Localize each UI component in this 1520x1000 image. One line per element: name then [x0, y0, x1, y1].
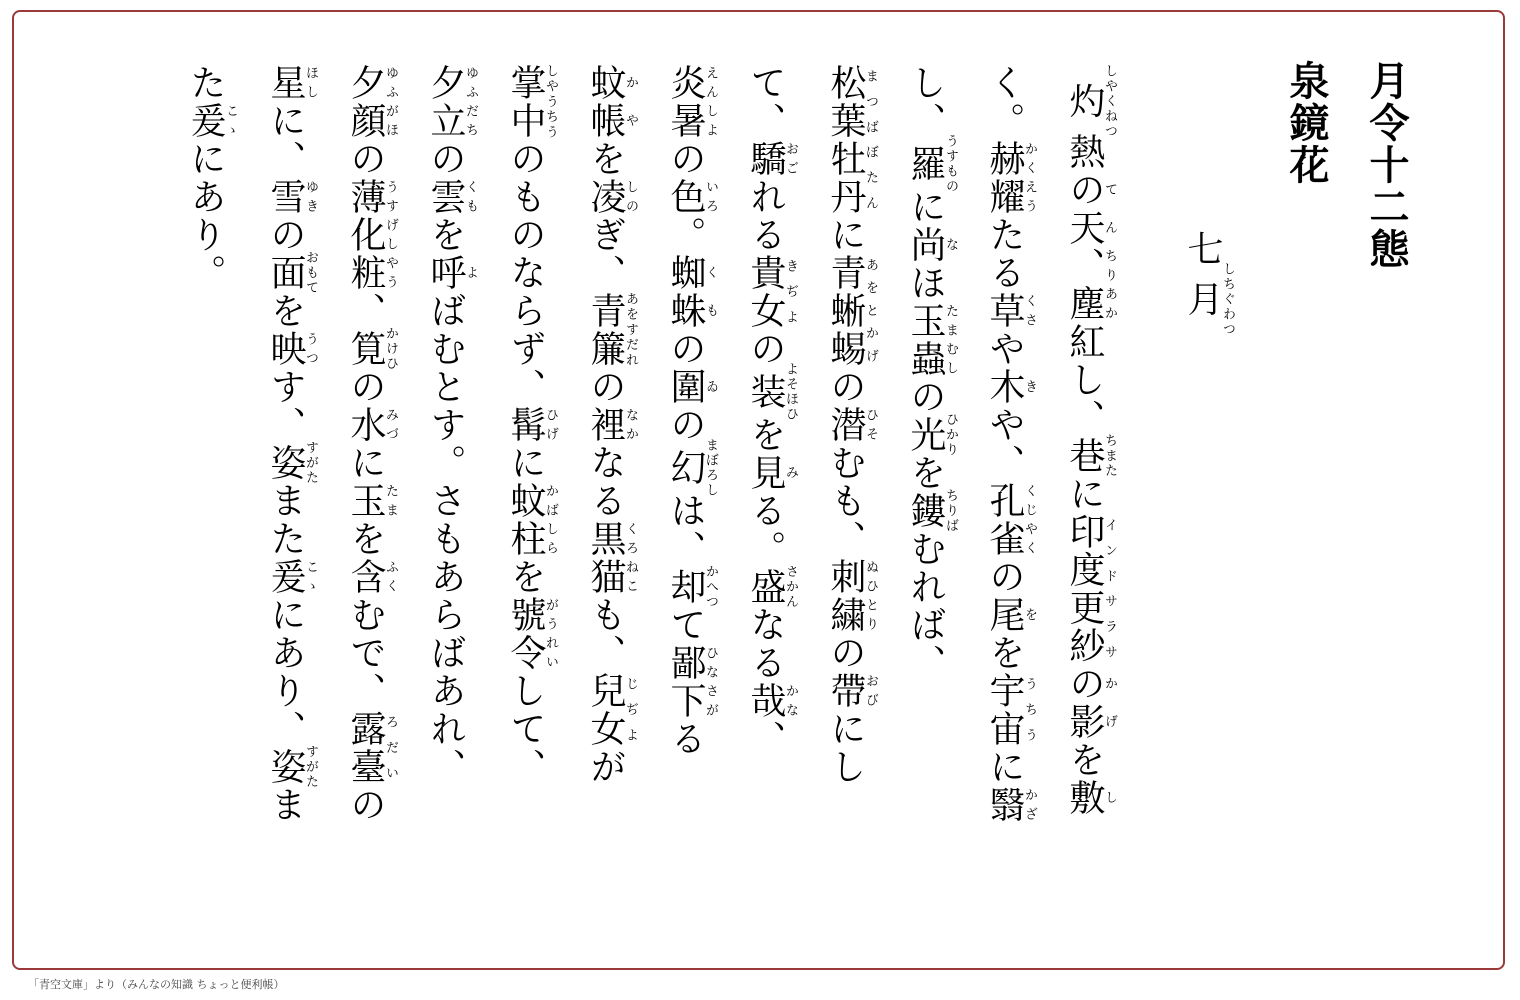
ruby-reading: かばしら — [543, 482, 558, 558]
ruby-word: 驕おご — [745, 140, 798, 178]
ruby-word: 青蜥蜴あをとかげ — [825, 254, 878, 368]
ruby-word: 露臺ろだい — [345, 710, 398, 786]
ruby-word: 炎暑えんしよ — [665, 64, 718, 140]
ruby-word: 圍ゐ — [665, 368, 718, 406]
ruby-word: 印度更紗インドサラサ — [1064, 513, 1117, 665]
ruby-word: 夕顔ゆふがほ — [345, 64, 398, 140]
ruby-word: 貴女きぢよ — [745, 254, 798, 330]
ruby-word: 星ほし — [265, 64, 318, 102]
ruby-reading: すがた — [303, 440, 318, 486]
ruby-word: 含ふく — [345, 558, 398, 596]
ruby-word: 髯ひげ — [505, 406, 558, 444]
ruby-reading: ひなさが — [703, 644, 718, 720]
author-name: 泉鏡花 — [1283, 60, 1330, 186]
ruby-reading: さかん — [783, 564, 798, 610]
work-title: 月令十二態 — [1363, 60, 1410, 270]
ruby-reading: かげ — [1102, 665, 1117, 741]
text-line: 夕顔ゆふがほの薄化粧うすげしやう、筧かけひの水みづに玉たまを含ふくむで、露臺ろだいの — [345, 64, 398, 824]
ruby-reading: かざ — [1022, 786, 1037, 824]
text-line: 松葉牡丹まつばぼたんに青蜥蜴あをとかげの潜ひそむも、刺繍ぬひとりの帶おびにし — [825, 64, 878, 786]
ruby-word: 、塵ちりあか — [1064, 247, 1117, 323]
ruby-reading: ゐ — [703, 368, 718, 406]
ruby-word: 姿すがた — [265, 440, 318, 486]
ruby-word: 雲くも — [425, 178, 478, 216]
ruby-reading: おもて — [303, 250, 318, 296]
ruby-word: 却かへつ — [665, 564, 718, 610]
ruby-reading: かけひ — [383, 326, 398, 372]
ruby-word: 尾を — [984, 596, 1037, 634]
ruby-reading: まつばぼたん — [863, 64, 878, 216]
ruby-word: 爰こゝ — [185, 102, 238, 140]
ruby-word: 宇宙うちう — [984, 672, 1037, 748]
ruby-word: 盛さかん — [745, 564, 798, 610]
month-heading: 七月しちぐわつ — [1182, 230, 1235, 337]
ruby-word: 蚊帳かや — [585, 64, 638, 140]
ruby-word: 夕立ゆふだち — [425, 64, 478, 140]
ruby-word: 號令がうれい — [505, 596, 558, 672]
ruby-word: 色いろ — [665, 178, 718, 216]
ruby-word: 翳かざ — [984, 786, 1037, 824]
ruby-reading: ちりば — [943, 488, 958, 534]
ruby-reading: ひそ — [863, 406, 878, 444]
ruby-word: 薄化粧うすげしやう — [345, 178, 398, 292]
ruby-word: 玉たま — [345, 482, 398, 520]
ruby-word: 帶おび — [825, 672, 878, 710]
text-line: く。赫耀かくえうたる草くさや木きや、孔雀くじやくの尾をを宇宙うちうに翳かざ — [984, 64, 1037, 824]
ruby-word: 木き — [984, 368, 1037, 406]
ruby-word: 水みづ — [345, 406, 398, 444]
ruby-reading: みづ — [383, 406, 398, 444]
ruby-reading: こゝ — [303, 558, 318, 596]
ruby-word: 玉蟲たまむし — [905, 302, 958, 378]
ruby-reading: な — [943, 226, 958, 264]
ruby-reading: インドサラサ — [1102, 513, 1117, 665]
ruby-reading: かへつ — [703, 564, 718, 610]
ruby-reading: きぢよ — [783, 254, 798, 330]
ruby-word: 灼しやくねつ — [1064, 64, 1117, 139]
text-line: て、驕おごれる貴女きぢよの装よそほひを見みる。盛さかんなる哉かな、 — [745, 64, 798, 758]
ruby-word: 雪ゆき — [265, 178, 318, 216]
ruby-word: 潜ひそ — [825, 406, 878, 444]
ruby-reading: くさ — [1022, 292, 1037, 330]
text-line: た爰こゝにあり。 — [185, 64, 238, 292]
ruby-reading: くも — [463, 178, 478, 216]
ruby-reading: しやくねつ — [1102, 64, 1117, 139]
ruby-reading: うすもの — [943, 134, 958, 194]
ruby-reading: うつ — [303, 330, 318, 368]
ruby-reading: よそほひ — [783, 362, 798, 422]
ruby-word: 装よそほひ — [745, 362, 798, 422]
ruby-word: 黒猫くろねこ — [585, 520, 638, 596]
ruby-reading: くろねこ — [623, 520, 638, 596]
ruby-reading: かや — [623, 64, 638, 140]
text-line: 掌中しやうちうのものならず、髯ひげに蚊柱かばしらを號令がうれいして、 — [505, 64, 558, 786]
ruby-reading: ひげ — [543, 406, 558, 444]
ruby-word: 刺繍ぬひとり — [825, 558, 878, 634]
ruby-word: の天てん — [1064, 171, 1117, 247]
ruby-reading: なか — [623, 406, 638, 444]
text-line: 星ほしに、雪ゆきの面おもてを映うつす、姿すがたまた爰こゝにあり、姿すがたま — [265, 64, 318, 824]
ruby-word: 姿すがた — [265, 744, 318, 790]
ruby-word: 爰こゝ — [265, 558, 318, 596]
ruby-word: 羅うすもの — [905, 134, 958, 194]
ruby-word: 兒女じぢよ — [585, 672, 638, 748]
ruby-word: 巷ちまた — [1064, 433, 1117, 479]
ruby-reading: じぢよ — [623, 672, 638, 748]
ruby-reading: み — [783, 454, 798, 492]
ruby-reading: おび — [863, 672, 878, 710]
ruby-reading: あをとかげ — [863, 254, 878, 368]
ruby-reading: たまむし — [943, 302, 958, 378]
ruby-word: 哉かな — [745, 682, 798, 720]
text-line: 炎暑えんしよの色いろ。蜘蛛くもの圍ゐの幻まぼろしは、却かへつて鄙下ひなさがる — [665, 64, 718, 758]
ruby-reading: ゆふがほ — [383, 64, 398, 140]
ruby-word: 筧かけひ — [345, 326, 398, 372]
ruby-word: 松葉牡丹まつばぼたん — [825, 64, 878, 216]
ruby-word: 尚な — [905, 226, 958, 264]
ruby-reading: てん — [1102, 171, 1117, 247]
ruby-reading: しの — [623, 178, 638, 216]
ruby-word: 面おもて — [265, 250, 318, 296]
ruby-reading: を — [1022, 596, 1037, 634]
ruby-reading: き — [1022, 368, 1037, 406]
ruby-reading: ぬひとり — [863, 558, 878, 634]
ruby-reading: うちう — [1022, 672, 1037, 748]
ruby-word: 蜘蛛くも — [665, 254, 718, 330]
ruby-word: 赫耀かくえう — [984, 140, 1037, 216]
ruby-reading: うすげしやう — [383, 178, 398, 292]
ruby-word: 映うつ — [265, 330, 318, 368]
ruby-word: 掌中しやうちう — [505, 64, 558, 140]
ruby-reading: ひかり — [943, 412, 958, 458]
ruby-reading: まぼろし — [703, 438, 718, 498]
ruby-word: 裡なか — [585, 406, 638, 444]
ruby-reading: かくえう — [1022, 140, 1037, 216]
ruby-reading: すがた — [303, 744, 318, 790]
ruby-reading: おご — [783, 140, 798, 178]
ruby-word: 青簾あをすだれ — [585, 292, 638, 368]
ruby-reading: たま — [383, 482, 398, 520]
ruby-word: 草くさ — [984, 292, 1037, 330]
ruby-reading: えんしよ — [703, 64, 718, 140]
text-line: し、羅うすものに尚なほ玉蟲たまむしの光ひかりを鏤ちりばむれば、 — [905, 64, 958, 682]
ruby-word: 鄙下ひなさが — [665, 644, 718, 720]
text-frame — [12, 10, 1505, 970]
ruby-reading: がうれい — [543, 596, 558, 672]
text-line: 灼しやくねつ熱の天てん、塵ちりあか紅し、巷ちまたに印度更紗インドサラサの影かげを敷し — [1064, 64, 1117, 817]
ruby-word: 凌しの — [585, 178, 638, 216]
ruby-word: 呼よ — [425, 254, 478, 292]
ruby-reading: ちまた — [1102, 433, 1117, 479]
ruby-word: 幻まぼろし — [665, 438, 718, 498]
ruby-word: 見み — [745, 454, 798, 492]
ruby-reading: ほし — [303, 64, 318, 102]
ruby-reading: ゆふだち — [463, 64, 478, 140]
ruby-word: 光ひかり — [905, 412, 958, 458]
ruby-reading: ゆき — [303, 178, 318, 216]
ruby-word: の影かげ — [1064, 665, 1117, 741]
ruby-reading: し — [1102, 779, 1117, 817]
ruby-reading: あをすだれ — [623, 292, 638, 368]
ruby-reading: くも — [703, 254, 718, 330]
ruby-reading: しちぐわつ — [1220, 262, 1235, 337]
ruby-word: 蚊柱かばしら — [505, 482, 558, 558]
ruby-reading: いろ — [703, 178, 718, 216]
ruby-reading: くじやく — [1022, 482, 1037, 558]
ruby-reading: しやうちう — [543, 64, 558, 140]
source-footer: 「青空文庫」より（みんなの知識 ちょっと便利帳） — [28, 978, 285, 991]
ruby-reading: ちりあか — [1102, 247, 1117, 323]
ruby-word: 鏤ちりば — [905, 488, 958, 534]
ruby-reading: よ — [463, 254, 478, 292]
text-line: 蚊帳かやを凌しのぎ、青簾あをすだれの裡なかなる黒猫くろねこも、兒女じぢよが — [585, 64, 638, 786]
ruby-reading: ろだい — [383, 710, 398, 786]
ruby-reading: かな — [783, 682, 798, 720]
text-line: 夕立ゆふだちの雲くもを呼よばむとす。さもあらばあれ、 — [425, 64, 478, 786]
ruby-word: 敷し — [1064, 779, 1117, 817]
ruby-reading: ふく — [383, 558, 398, 596]
ruby-reading: こゝ — [223, 102, 238, 140]
ruby-word: 孔雀くじやく — [984, 482, 1037, 558]
ruby-word: 月しちぐわつ — [1182, 262, 1235, 337]
